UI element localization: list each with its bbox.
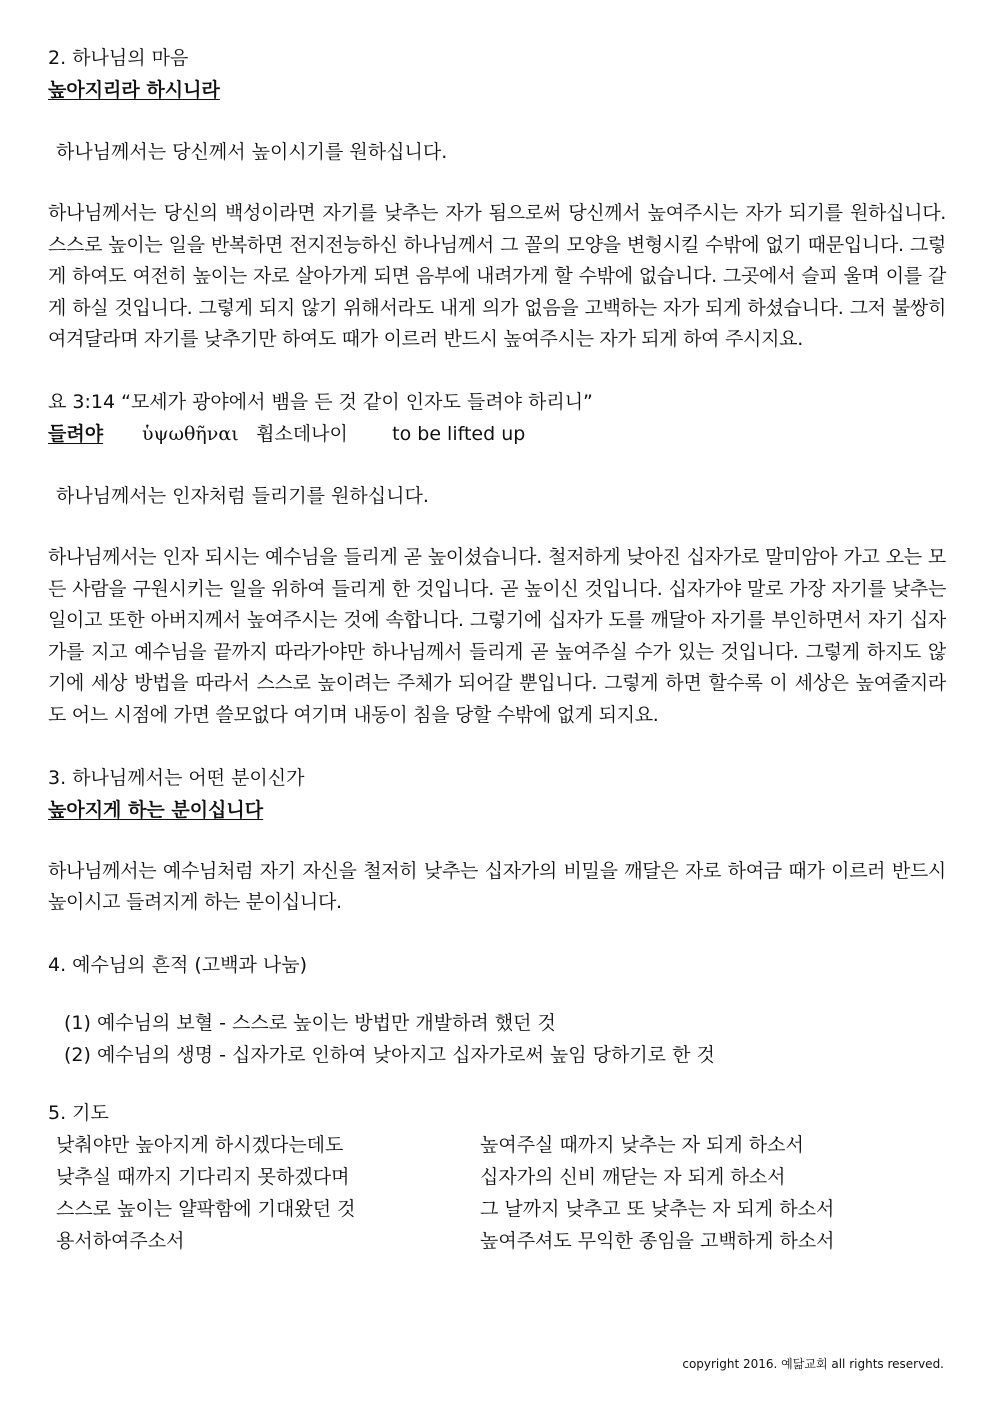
section-3-body: 하나님께서는 예수님처럼 자기 자신을 철저히 낮추는 십자가의 비밀을 깨달은 자로 하여금 때가 이르러 반드시 높이시고 들려지게 하는 분이십니다. (48, 859, 946, 914)
section-2-lead: 하나님께서는 당신께서 높이시기를 원하십니다. (56, 141, 448, 163)
copyright-footer: copyright 2016. 예닮교회 all rights reserved. (682, 1357, 944, 1371)
term-word: 들려야 (48, 422, 104, 445)
prayer-line: 그 날까지 낮추고 또 낮추는 자 되게 하소서 (480, 1197, 835, 1220)
word-study (48, 418, 946, 450)
prayer-line: 낮추실 때까지 기다리지 못하겠다며 (56, 1165, 350, 1188)
prayer-block (48, 1129, 946, 1257)
section-4-title: 4. 예수님의 흔적 (고백과 나눔) (48, 953, 308, 976)
section-3-title: 3. 하나님께서는 어떤 분이신가 (48, 766, 305, 789)
section-2-title: 2. 하나님의 마음 (48, 47, 189, 69)
list-item: (2) 예수님의 생명 - 십자가로 인하여 낮아지고 십자가로써 높임 당하기로 한 것 (64, 1043, 715, 1066)
prayer-line: 십자가의 신비 깨닫는 자 되게 하소서 (480, 1165, 786, 1188)
prayer-line: 높여주실 때까지 낮추는 자 되게 하소서 (480, 1133, 804, 1156)
document-page (48, 42, 946, 1257)
section-2-body-2: 하나님께서는 인자 되시는 예수님을 들리게 곧 높이셨습니다. 철저하게 낮아진 십자가로 말미암아 가고 오는 모든 사람을 구원시키는 일을 위하여 들리게 한 것입니다. 곧 높이신 것입니다. 십자가야 말로 가장 자기를 낮추는 일이고 또한 아버지께서 높여주시는 것에 속합니다. 그렇기에 십자가 도를 깨달아 자기를 부인하면서 자기 십자가를 지고 예수님을 끝까지 따라가야만 하나님께서 들리게 곧 높여주실 수가 있는 것입니다. 그렇게 하지도 않기에 세상 방법을 따라서 스스로 높이려는 주체가 되어갈 뿐입니다. 그렇게 하면 할수록 이 세상은 높여줄지라도 어느 시점에 가면 쓸모없다 여기며 내동이 침을 당할 수밖에 없게 되지요. (48, 545, 946, 726)
term-english: to be lifted up (392, 422, 526, 445)
prayer-line: 낮춰야만 높아지게 하시겠다는데도 (56, 1133, 344, 1156)
prayer-line: 높여주셔도 무익한 종임을 고백하게 하소서 (480, 1229, 835, 1252)
section-2-heading: 높아지리라 하시니라 (48, 79, 220, 101)
prayer-line: 스스로 높이는 얄팍함에 기대왔던 것 (56, 1197, 356, 1220)
section-3-heading: 높아지게 하는 분이십니다 (48, 798, 264, 821)
section-5-title: 5. 기도 (48, 1101, 109, 1124)
prayer-left-column (48, 1129, 480, 1257)
prayer-right-column (480, 1129, 835, 1257)
term-transliteration: 휩소데나이 (256, 422, 348, 445)
prayer-line: 용서하여주소서 (56, 1229, 185, 1252)
term-greek: ὑψωθῆναι (142, 422, 239, 445)
section-2-body: 하나님께서는 당신의 백성이라면 자기를 낮추는 자가 됨으로써 당신께서 높여주시는 자가 되기를 원하십니다. 스스로 높이는 일을 반복하면 전지전능하신 하나님께서 그 꼴의 모양을 변형시킬 수밖에 없기 때문입니다. 그렇게 하여도 여전히 높이는 자로 살아가게 되면 음부에 내려가게 할 수밖에 없습니다. 그곳에서 슬피 울며 이를 갈게 하실 것입니다. 그렇게 되지 않기 위해서라도 내게 의가 없음을 고백하는 자가 되게 하셨습니다. 그저 불쌍히 여겨달라며 자기를 낮추기만 하여도 때가 이르러 반드시 높여주시는 자가 되게 하여 주시지요. (48, 202, 946, 351)
list-item: (1) 예수님의 보혈 - 스스로 높이는 방법만 개발하려 했던 것 (64, 1011, 556, 1034)
section-2-lead-2: 하나님께서는 인자처럼 들리기를 원하십니다. (56, 484, 429, 507)
scripture-verse: 요 3:14 “모세가 광야에서 뱀을 든 것 같이 인자도 들려야 하리니” (48, 390, 593, 413)
